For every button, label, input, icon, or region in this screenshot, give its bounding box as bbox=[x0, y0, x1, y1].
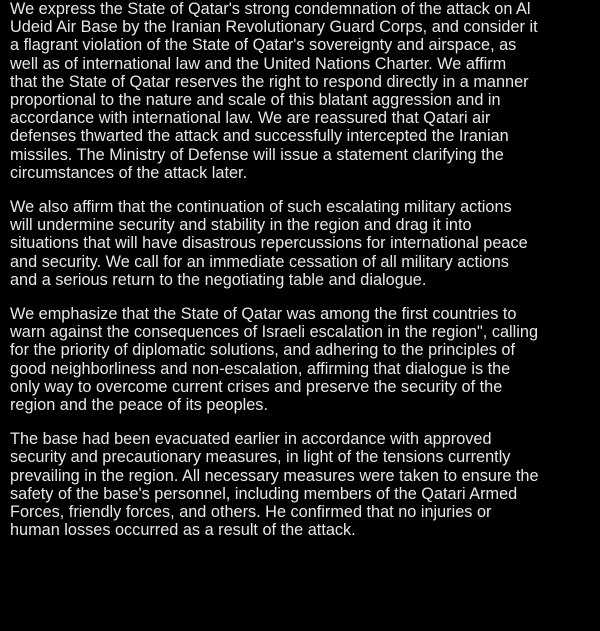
text-line: and security. We call for an immediate cessation of all military actions bbox=[10, 252, 509, 271]
text-line: circumstances of the attack later. bbox=[10, 163, 248, 182]
text-line: and a serious return to the negotiating table and dialogue. bbox=[10, 270, 427, 289]
text-line: that the State of Qatar reserves the right to respond directly in a manner bbox=[10, 72, 529, 91]
text-line: We also affirm that the continuation of such escalating military actions bbox=[10, 198, 512, 217]
text-line: proportional to the nature and scale of this blatant aggression and in bbox=[10, 91, 501, 110]
paragraph-diplomacy bbox=[10, 305, 600, 414]
text-line: defenses thwarted the attack and successfully intercepted the Iranian bbox=[10, 127, 509, 146]
text-line: safety of the base's personnel, including members of the Qatari Armed bbox=[10, 484, 518, 503]
text-line: will undermine security and stability in the region and drag it into bbox=[10, 216, 472, 235]
text-line: missiles. The Ministry of Defense will issue a statement clarifying the bbox=[10, 145, 504, 164]
text-line: security and precautionary measures, in light of the tensions currently bbox=[10, 448, 511, 467]
text-line: human losses occurred as a result of the attack. bbox=[10, 521, 356, 540]
text-line: Forces, friendly forces, and others. He confirmed that no injuries or bbox=[10, 503, 492, 522]
text-line: region and the peace of its peoples. bbox=[10, 396, 268, 415]
text-line: warn against the consequences of Israeli escalation in the region", calling bbox=[10, 323, 539, 342]
text-line: We express the State of Qatar's strong condemnation of the attack on Al bbox=[10, 0, 531, 18]
text-line: We emphasize that the State of Qatar was among the first countries to bbox=[10, 305, 517, 324]
paragraph-escalation-warning bbox=[10, 198, 600, 289]
text-line: only way to overcome current crises and preserve the security of the bbox=[10, 377, 503, 396]
text-line: well as of international law and the United Nations Charter. We affirm bbox=[10, 54, 507, 73]
text-line: good neighborliness and non-escalation, affirming that dialogue is the bbox=[10, 359, 511, 378]
text-line: situations that will have disastrous repercussions for international peace bbox=[10, 234, 528, 253]
text-line: Udeid Air Base by the Iranian Revolutionary Guard Corps, and consider it bbox=[10, 18, 538, 37]
text-line: a flagrant violation of the State of Qatar's sovereignty and airspace, as bbox=[10, 36, 517, 55]
paragraph-condemnation bbox=[10, 0, 600, 182]
text-line: The base had been evacuated earlier in accordance with approved bbox=[10, 430, 492, 449]
text-line: accordance with international law. We are reassured that Qatari air bbox=[10, 109, 491, 128]
text-line: for the priority of diplomatic solutions, and adhering to the principles of bbox=[10, 341, 515, 360]
paragraph-evacuation bbox=[10, 430, 600, 539]
text-line: prevailing in the region. All necessary measures were taken to ensure the bbox=[10, 466, 539, 485]
